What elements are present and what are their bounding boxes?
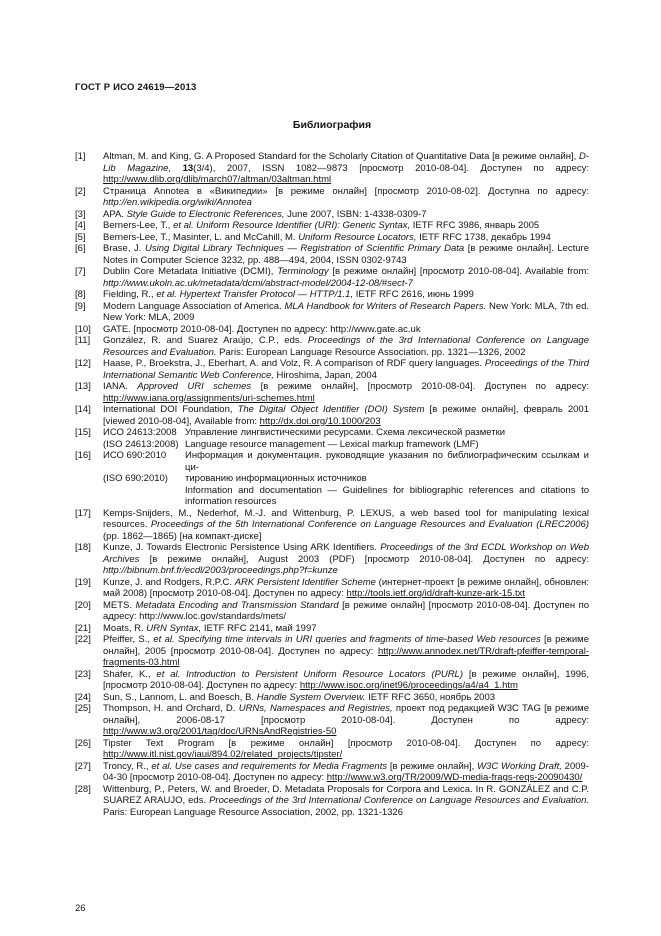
reference-number: [26] (75, 737, 91, 749)
standard-code: ИСО 690:2010 (103, 450, 167, 461)
reference-item (75, 692, 589, 704)
reference-segment: проект под редакцией W3C TAG [в режиме онлайн], 2006-08-17 [просмотр 2010-08-04]. Доступен по адресу: (103, 703, 589, 726)
reference-segment: Modern Language Association of America. (103, 300, 285, 312)
reference-text (103, 335, 589, 358)
reference-text (103, 542, 589, 577)
reference-number: [5] (75, 231, 86, 243)
reference-segment: Proceedings of the 3rd ECDL Workshop on Web Archives (103, 542, 589, 565)
reference-number: [23] (75, 668, 91, 680)
reference-item (75, 358, 589, 381)
standard-code: (ISO 690:2010) (103, 473, 168, 484)
reference-segment: Kemps-Snijders, M., Nederhof, M.-J. and Wittenburg, P. LEXUS, a web based tool for manipulating lexical resources. (103, 507, 589, 530)
reference-segment: Proceedings of the 3rd International Conference on Language Resources and Evaluation. (103, 335, 589, 358)
reference-segment: URNs, Namespaces and Registries, (238, 703, 393, 714)
hyperlink[interactable]: http://dx.doi.org/10.1000/203 (259, 415, 381, 427)
reference-segment: Sun, S., Lannom, L. and Boesch, B. (103, 691, 257, 703)
reference-number: [9] (75, 300, 86, 312)
reference-segment: Brase, J. (103, 243, 146, 254)
standard-description: Управление лингвистическими ресурсами. Схема лексической разметки (185, 427, 506, 438)
reference-text (103, 634, 589, 669)
hyperlink[interactable]: http://www.isoc.org/inet96/proceedings/a4/a4_1.htm (299, 680, 518, 691)
reference-text (103, 703, 589, 738)
reference-segment: URN Syntax, (146, 622, 202, 634)
reference-item (75, 151, 589, 186)
standard-designation-row (103, 485, 589, 508)
reference-segment: Moats, R. (103, 622, 147, 634)
reference-number: [20] (75, 599, 91, 611)
page-number: 26 (75, 903, 86, 914)
bibliography-title: Библиография (292, 119, 372, 131)
hyperlink[interactable]: http://www.w3.org/TR/2009/WD-media-frags-reqs-20090430/ (326, 772, 583, 783)
reference-text (103, 289, 589, 301)
reference-segment: Proceedings of the 3rd International Conference on Language Resources and Evaluation. (209, 795, 589, 806)
reference-number: [21] (75, 622, 91, 634)
reference-text (103, 301, 589, 324)
reference-number: [28] (75, 783, 91, 795)
document-code: ГОСТ Р ИСО 24619—2013 (75, 82, 197, 93)
reference-number: [17] (75, 507, 91, 519)
reference-text (103, 508, 589, 543)
reference-item (75, 577, 589, 600)
standard-description: Информация и документация. руководящие указания по библиографическим ссылкам и ци- (185, 450, 589, 473)
reference-number: [15] (75, 427, 91, 438)
reference-segment: et al. Use cases and requirements for Media Fragments (151, 760, 388, 772)
reference-segment: et al. Hypertext Transfer Protocol — HTTP/1.1, (156, 289, 354, 300)
reference-item (75, 738, 589, 761)
reference-text (103, 243, 589, 266)
reference-segment: [в режиме онлайн] [просмотр 2010-08-04]. Available from: (328, 266, 590, 277)
reference-segment: Tipster Text Program [в режиме онлайн] [просмотр 2010-08-04]. Доступен по адресу: (103, 737, 589, 749)
reference-segment: Thompson, H. and Orchard, D. (103, 703, 239, 714)
standard-designation-row (103, 439, 589, 451)
reference-text (103, 381, 589, 404)
reference-segment: Approved URI schemes (137, 381, 252, 392)
reference-segment: Fielding, R., (103, 289, 157, 300)
reference-number: [19] (75, 576, 91, 588)
standard-code: (ISO 24613:2008) (103, 438, 179, 450)
reference-text (103, 600, 589, 623)
reference-item (75, 450, 589, 508)
reference-item (75, 301, 589, 324)
reference-segment: http://en.wikipedia.org/wiki/Annotea (103, 197, 252, 208)
standard-designation-row (103, 473, 589, 485)
reference-segment: Haase, P., Broekstra, J., Eberhart, A. and Volz, R. A comparison of RDF query languages. (103, 358, 485, 369)
hyperlink[interactable]: http://www.dlib.org/dlib/march07/altman/03altman.html (103, 174, 332, 185)
reference-item (75, 600, 589, 623)
reference-segment: Troncy, R., (103, 760, 152, 772)
reference-segment: IETF RFC 2141, май 1997 (201, 622, 317, 634)
reference-segment: Terminology (277, 266, 329, 277)
reference-segment: The Digital Object Identifier (DOI) System (237, 404, 425, 415)
reference-segment: [в режиме онлайн], февраль 2001 [viewed 2010-08-04], Available from: (103, 404, 589, 427)
reference-segment: Dublin Core Metadata Initiative (DCMI), (103, 266, 278, 277)
reference-number: [4] (75, 220, 86, 231)
reference-text (103, 577, 589, 600)
reference-segment: Style Guide to Electronic References, (126, 208, 285, 220)
standard-code (103, 485, 185, 508)
reference-segment: http://www.ukoln.ac.uk/metadata/dcmi/abstract-model/2004-12-08/#sect-7 (103, 277, 413, 289)
hyperlink[interactable]: http://www.iana.org/assignments/uri-schemes.html (103, 392, 315, 404)
reference-number: [27] (75, 760, 91, 772)
reference-number: [10] (75, 323, 91, 335)
reference-segment: MLA Handbook for Writers of Research Papers. (284, 300, 487, 312)
reference-segment: New York: MLA, 7th ed. New York: MLA, 2009 (103, 300, 589, 323)
reference-item (75, 232, 589, 244)
reference-item (75, 381, 589, 404)
reference-number: [7] (75, 266, 86, 277)
reference-text (103, 209, 589, 221)
reference-segment: IETF RFC 1738, декабрь 1994 (416, 231, 551, 243)
reference-segment: IETF RFC 3986, январь 2005 (410, 220, 540, 231)
reference-item (75, 634, 589, 669)
reference-segment: Proceedings of the 5th International Conference on Language Resources and Evaluation (LREC2006) (150, 519, 589, 530)
reference-item (75, 623, 589, 635)
reference-segment: Berners-Lee, T., Masinter, L. and McCahill, M. (103, 231, 299, 243)
reference-segment: Altman, M. and King, G. A Proposed Standard for the Scholarly Citation of Quantitative Data [в режиме онлайн], (103, 151, 579, 162)
reference-number: [14] (75, 404, 91, 415)
reference-segment: D-Lib Magazine, (103, 151, 589, 174)
reference-text (103, 761, 589, 784)
reference-segment: Wittenburg, P., Peters, W. and Broeder, D. Metadata Proposals for Corpora and Lexica. In R. GONZÁLEZ and C.P. SUAREZ ARAUJO, eds. (103, 783, 589, 806)
reference-text (103, 151, 589, 186)
reference-segment: [в режиме онлайн], (387, 760, 478, 772)
reference-text (103, 404, 589, 427)
reference-segment: Proceedings of the Third International Semantic Web Conference, (103, 358, 589, 381)
reference-number: [11] (75, 335, 91, 346)
reference-segment: 13 (182, 162, 194, 174)
reference-text (103, 186, 589, 209)
reference-segment: http://bibnum.bnf.fr/ecdl/2003/proceedings.php?f=kunze (103, 565, 338, 576)
reference-segment: Hiroshima, Japan, 2004 (273, 369, 377, 381)
reference-text (103, 427, 589, 450)
reference-segment: Handle System Overview. (256, 691, 366, 703)
reference-item (75, 404, 589, 427)
reference-number: [6] (75, 243, 86, 254)
reference-number: [1] (75, 151, 86, 162)
reference-number: [3] (75, 208, 86, 220)
reference-number: [16] (75, 450, 91, 461)
reference-segment: ARK Persistent Identifier Scheme (234, 576, 376, 588)
standard-description: тированию информационных источников (185, 473, 367, 484)
reference-segment: June 2007, ISBN: 1-4338-0309-7 (284, 208, 427, 220)
reference-text (103, 669, 589, 692)
reference-item (75, 220, 589, 232)
reference-item (75, 508, 589, 543)
standard-designation-row (103, 450, 589, 473)
reference-segment: (интернет-проект [в режиме онлайн], обновлен: май 2008) [просмотр 2010-08-04]. Доступен по адресу: (103, 576, 590, 599)
reference-segment: W3C Working Draft, (477, 760, 562, 772)
reference-segment: Paris: European Language Resource Association. pp. 1321—1326, 2002 (216, 346, 526, 358)
reference-segment: [в режиме онлайн], [просмотр 2010-08-04]. Доступен по адресу: (251, 381, 590, 392)
reference-text (103, 784, 589, 819)
reference-text (103, 623, 589, 635)
reference-number: [8] (75, 289, 86, 300)
references-list (75, 151, 589, 818)
reference-segment: et al. Introduction to Persistent Uniform Resource Locators (PURL) (156, 668, 463, 680)
reference-number: [13] (75, 381, 91, 392)
hyperlink[interactable]: http://www.w3.org/2001/tag/doc/URNsAndRegistries-50 (103, 726, 337, 737)
reference-segment: [в режиме онлайн] [просмотр 2010-08-04]. Доступен по адресу: http://www.loc.gov/standards/mets/ (103, 599, 590, 622)
reference-item (75, 209, 589, 221)
reference-number: [2] (75, 185, 86, 197)
reference-text (103, 220, 589, 232)
reference-item (75, 186, 589, 209)
reference-text (103, 450, 589, 508)
reference-item (75, 335, 589, 358)
reference-segment (171, 163, 183, 174)
reference-segment: [в режиме онлайн], 2005 [просмотр 2010-08-04]. Доступен по адресу: (103, 634, 590, 657)
reference-segment: [в режиме онлайн], 1996, [просмотр 2010-08-04]. Доступен по адресу: (103, 668, 589, 691)
standard-description: Information and documentation — Guidelines for bibliographic references and citations to information resources (185, 484, 589, 507)
hyperlink[interactable]: http://www.annodex.net/TR/draft-pfeiffer-temporal-fragments-03.html (103, 645, 589, 668)
reference-segment: Shafer, K., (103, 668, 157, 680)
reference-number: [24] (75, 691, 91, 703)
reference-item (75, 761, 589, 784)
reference-segment: APA. (103, 208, 127, 220)
reference-segment: (3/4), 2007, ISSN 1082—9873 [просмотр 2010-08-04]. Доступен по адресу: (193, 162, 589, 174)
reference-segment: et al. Uniform Resource Identifier (URI): Generic Syntax, (173, 220, 411, 231)
reference-item (75, 669, 589, 692)
standard-description: Language resource management — Lexical markup framework (LMF) (185, 438, 479, 450)
reference-item (75, 703, 589, 738)
reference-segment: Pfeiffer, S., (103, 634, 154, 645)
reference-segment: IETF RFC 3650, ноябрь 2003 (365, 691, 496, 703)
reference-item (75, 427, 589, 450)
reference-item (75, 324, 589, 336)
reference-segment: [в режиме онлайн]. Lecture Notes in Computer Science 3232, pp. 488—494, 2004, ISSN 0302-9743 (103, 243, 590, 266)
reference-number: [12] (75, 358, 91, 369)
standard-code: ИСО 24613:2008 (103, 427, 177, 438)
hyperlink[interactable]: http://www.itl.nist.gov/iaui/894.02/related_projects/tipster/ (103, 749, 343, 760)
reference-item (75, 784, 589, 819)
reference-text (103, 232, 589, 244)
reference-number: [25] (75, 703, 91, 714)
reference-text (103, 738, 589, 761)
reference-item (75, 243, 589, 266)
reference-segment: Kunze, J. Towards Electronic Persistence Using ARK Identifiers. (103, 542, 381, 553)
reference-number: [22] (75, 634, 91, 645)
reference-segment: et al. Specifying time intervals in URI queries and fragments of time-based Web resources (153, 634, 541, 645)
reference-segment: Страница Annotea в «Википедии» [в режиме онлайн] [просмотр 2010-08-02]. Доступна по адресу: (103, 185, 589, 197)
reference-segment: Using Digital Library Techniques — Registration of Scientific Primary Data (145, 243, 465, 254)
reference-text (103, 266, 589, 289)
reference-text (103, 358, 589, 381)
reference-segment: International DOI Foundation, (103, 404, 238, 415)
reference-segment: Uniform Resource Locators, (298, 231, 417, 243)
reference-segment: IETF RFC 2616, июнь 1999 (353, 289, 474, 300)
reference-segment: Kunze, J. and Rodgers, R.P.C. (103, 576, 235, 588)
reference-text (103, 324, 589, 336)
reference-text (103, 692, 589, 704)
reference-segment: [в режиме онлайн], August 2003 (PDF) [просмотр 2010-08-04]. Доступен по адресу: (139, 553, 589, 565)
reference-item (75, 266, 589, 289)
reference-segment: Paris: European Language Resource Association, 2002, pp. 1321-1326 (103, 806, 403, 818)
reference-segment: GATE. [просмотр 2010-08-04]. Доступен по адресу: http://www.gate.ac.uk (103, 323, 421, 335)
reference-segment: METS. (103, 599, 136, 611)
hyperlink[interactable]: http://tools.ietf.org/id/draft-kunze-ark-15.txt (346, 588, 525, 599)
reference-item (75, 289, 589, 301)
reference-item (75, 542, 589, 577)
reference-segment: IANA. (103, 381, 138, 392)
reference-segment: (pp. 1862—1865) [на компакт-диске] (103, 530, 262, 542)
reference-segment: 2009-04-30 [просмотр 2010-08-04]. Доступен по адресу: (103, 760, 589, 783)
standard-designation-row (103, 427, 589, 439)
reference-segment: Metadata Encoding and Transmission Standard (135, 599, 339, 611)
reference-segment: González, R. and Suarez Araújo, C.P., eds. (103, 335, 308, 346)
reference-segment: Berners-Lee, T., (103, 220, 174, 231)
reference-number: [18] (75, 542, 91, 553)
